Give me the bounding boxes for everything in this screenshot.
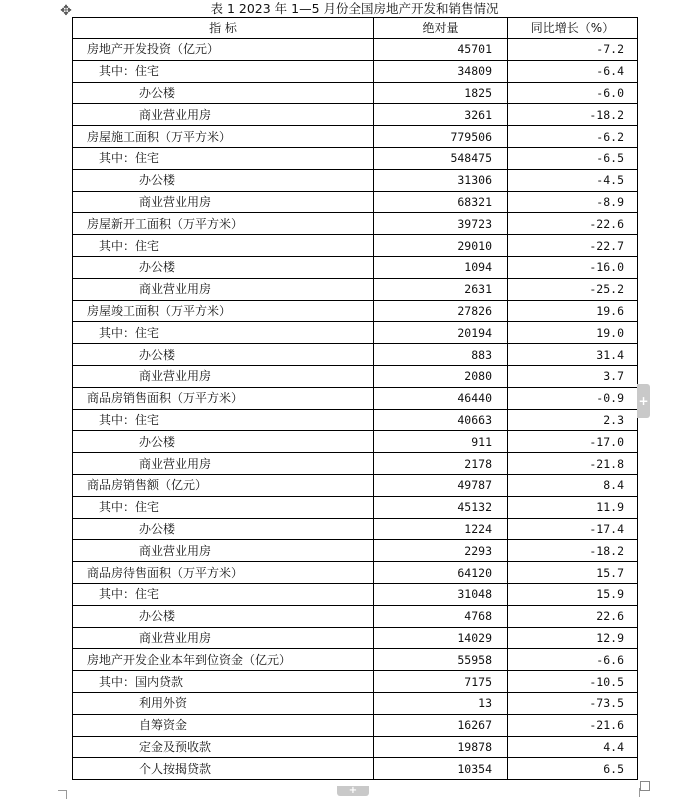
row-absolute-cell: 16267	[374, 714, 508, 736]
row-growth-cell: 3.7	[508, 365, 638, 387]
row-absolute-cell: 31048	[374, 583, 508, 605]
row-absolute-cell: 1224	[374, 518, 508, 540]
row-absolute-cell: 2631	[374, 278, 508, 300]
row-absolute-cell: 64120	[374, 562, 508, 584]
row-indicator-cell: 其中：住宅	[73, 409, 374, 431]
table-row	[73, 82, 638, 104]
row-growth-cell: -17.0	[508, 431, 638, 453]
row-absolute-cell: 779506	[374, 126, 508, 148]
page-corner-mark-left	[58, 790, 67, 799]
row-indicator-cell: 其中：住宅	[73, 496, 374, 518]
table-row	[73, 169, 638, 191]
table-row	[73, 714, 638, 736]
table-row	[73, 649, 638, 671]
row-growth-cell: 11.9	[508, 496, 638, 518]
table-row	[73, 344, 638, 366]
table-row	[73, 256, 638, 278]
row-absolute-cell: 55958	[374, 649, 508, 671]
row-indicator-cell: 房屋竣工面积（万平方米）	[73, 300, 374, 322]
row-absolute-cell: 3261	[374, 104, 508, 126]
table-body	[73, 39, 638, 780]
row-indicator-cell: 商业营业用房	[73, 278, 374, 300]
row-growth-cell: -10.5	[508, 671, 638, 693]
row-growth-cell: 8.4	[508, 474, 638, 496]
table-row	[73, 300, 638, 322]
row-growth-cell: 15.9	[508, 583, 638, 605]
table-row	[73, 627, 638, 649]
table-row	[73, 605, 638, 627]
row-indicator-cell: 商业营业用房	[73, 627, 374, 649]
row-absolute-cell: 1094	[374, 256, 508, 278]
table-row	[73, 474, 638, 496]
table-resize-handle[interactable]	[640, 781, 650, 791]
row-absolute-cell: 68321	[374, 191, 508, 213]
row-indicator-cell: 定金及预收款	[73, 736, 374, 758]
table-row	[73, 278, 638, 300]
table-row	[73, 126, 638, 148]
row-absolute-cell: 911	[374, 431, 508, 453]
data-table-container	[72, 17, 637, 780]
row-growth-cell: -22.7	[508, 235, 638, 257]
table-row	[73, 692, 638, 714]
row-growth-cell: -22.6	[508, 213, 638, 235]
row-growth-cell: -18.2	[508, 104, 638, 126]
table-row	[73, 758, 638, 780]
row-indicator-cell: 其中：住宅	[73, 235, 374, 257]
row-growth-cell: -7.2	[508, 39, 638, 61]
row-indicator-cell: 商品房待售面积（万平方米）	[73, 562, 374, 584]
data-table	[72, 17, 638, 780]
row-growth-cell: -6.4	[508, 60, 638, 82]
row-growth-cell: -6.2	[508, 126, 638, 148]
table-row	[73, 39, 638, 61]
row-indicator-cell: 个人按揭贷款	[73, 758, 374, 780]
row-growth-cell: 4.4	[508, 736, 638, 758]
row-growth-cell: -16.0	[508, 256, 638, 278]
row-indicator-cell: 商业营业用房	[73, 365, 374, 387]
row-growth-cell: 12.9	[508, 627, 638, 649]
row-absolute-cell: 14029	[374, 627, 508, 649]
row-indicator-cell: 其中：住宅	[73, 60, 374, 82]
row-indicator-cell: 其中：住宅	[73, 147, 374, 169]
row-indicator-cell: 房地产开发企业本年到位资金（亿元）	[73, 649, 374, 671]
table-row	[73, 60, 638, 82]
table-row	[73, 191, 638, 213]
row-absolute-cell: 49787	[374, 474, 508, 496]
row-absolute-cell: 29010	[374, 235, 508, 257]
table-row	[73, 365, 638, 387]
row-indicator-cell: 其中：住宅	[73, 583, 374, 605]
row-absolute-cell: 4768	[374, 605, 508, 627]
table-row	[73, 213, 638, 235]
header-absolute: 绝对量	[374, 18, 508, 39]
row-indicator-cell: 办公楼	[73, 431, 374, 453]
row-indicator-cell: 商业营业用房	[73, 191, 374, 213]
table-row	[73, 409, 638, 431]
row-growth-cell: -73.5	[508, 692, 638, 714]
row-absolute-cell: 46440	[374, 387, 508, 409]
row-indicator-cell: 办公楼	[73, 256, 374, 278]
row-indicator-cell: 办公楼	[73, 605, 374, 627]
row-indicator-cell: 房屋施工面积（万平方米）	[73, 126, 374, 148]
row-indicator-cell: 商业营业用房	[73, 104, 374, 126]
row-growth-cell: 22.6	[508, 605, 638, 627]
row-indicator-cell: 利用外资	[73, 692, 374, 714]
row-absolute-cell: 31306	[374, 169, 508, 191]
row-indicator-cell: 房地产开发投资（亿元）	[73, 39, 374, 61]
row-indicator-cell: 商业营业用房	[73, 540, 374, 562]
row-absolute-cell: 45132	[374, 496, 508, 518]
table-row	[73, 496, 638, 518]
row-indicator-cell: 办公楼	[73, 82, 374, 104]
row-absolute-cell: 40663	[374, 409, 508, 431]
row-growth-cell: 19.0	[508, 322, 638, 344]
row-growth-cell: 31.4	[508, 344, 638, 366]
row-growth-cell: -4.5	[508, 169, 638, 191]
row-absolute-cell: 19878	[374, 736, 508, 758]
row-growth-cell: -17.4	[508, 518, 638, 540]
row-absolute-cell: 10354	[374, 758, 508, 780]
row-indicator-cell: 商业营业用房	[73, 453, 374, 475]
row-absolute-cell: 1825	[374, 82, 508, 104]
row-indicator-cell: 其中：国内贷款	[73, 671, 374, 693]
table-move-handle-icon[interactable]: ✥	[60, 3, 72, 19]
header-yoy-growth: 同比增长（%）	[508, 18, 638, 39]
row-absolute-cell: 2178	[374, 453, 508, 475]
row-indicator-cell: 其中：住宅	[73, 322, 374, 344]
row-growth-cell: 2.3	[508, 409, 638, 431]
row-indicator-cell: 办公楼	[73, 518, 374, 540]
table-title: 表 1 2023 年 1—5 月份全国房地产开发和销售情况	[210, 1, 499, 16]
row-growth-cell: 19.6	[508, 300, 638, 322]
row-absolute-cell: 34809	[374, 60, 508, 82]
row-indicator-cell: 办公楼	[73, 344, 374, 366]
table-row	[73, 235, 638, 257]
table-row	[73, 387, 638, 409]
row-growth-cell: -6.5	[508, 147, 638, 169]
table-row	[73, 583, 638, 605]
table-row	[73, 453, 638, 475]
row-indicator-cell: 房屋新开工面积（万平方米）	[73, 213, 374, 235]
row-absolute-cell: 548475	[374, 147, 508, 169]
row-growth-cell: -8.9	[508, 191, 638, 213]
table-row	[73, 322, 638, 344]
table-row	[73, 431, 638, 453]
row-indicator-cell: 自筹资金	[73, 714, 374, 736]
row-growth-cell: -6.0	[508, 82, 638, 104]
row-growth-cell: -6.6	[508, 649, 638, 671]
table-row	[73, 540, 638, 562]
row-growth-cell: 6.5	[508, 758, 638, 780]
row-indicator-cell: 商品房销售额（亿元）	[73, 474, 374, 496]
table-row	[73, 671, 638, 693]
add-row-button[interactable]: +	[337, 786, 369, 796]
table-row	[73, 147, 638, 169]
row-absolute-cell: 45701	[374, 39, 508, 61]
row-absolute-cell: 883	[374, 344, 508, 366]
table-row	[73, 104, 638, 126]
row-growth-cell: -0.9	[508, 387, 638, 409]
header-indicator: 指 标	[73, 18, 374, 39]
row-growth-cell: -21.8	[508, 453, 638, 475]
row-absolute-cell: 13	[374, 692, 508, 714]
table-row	[73, 736, 638, 758]
row-absolute-cell: 7175	[374, 671, 508, 693]
row-indicator-cell: 办公楼	[73, 169, 374, 191]
table-row	[73, 518, 638, 540]
row-absolute-cell: 27826	[374, 300, 508, 322]
row-indicator-cell: 商品房销售面积（万平方米）	[73, 387, 374, 409]
row-absolute-cell: 2293	[374, 540, 508, 562]
row-growth-cell: -25.2	[508, 278, 638, 300]
row-growth-cell: -21.6	[508, 714, 638, 736]
add-column-button[interactable]: +	[637, 384, 650, 418]
row-absolute-cell: 2080	[374, 365, 508, 387]
table-header-row	[73, 18, 638, 39]
row-absolute-cell: 39723	[374, 213, 508, 235]
row-growth-cell: -18.2	[508, 540, 638, 562]
row-growth-cell: 15.7	[508, 562, 638, 584]
row-absolute-cell: 20194	[374, 322, 508, 344]
table-row	[73, 562, 638, 584]
